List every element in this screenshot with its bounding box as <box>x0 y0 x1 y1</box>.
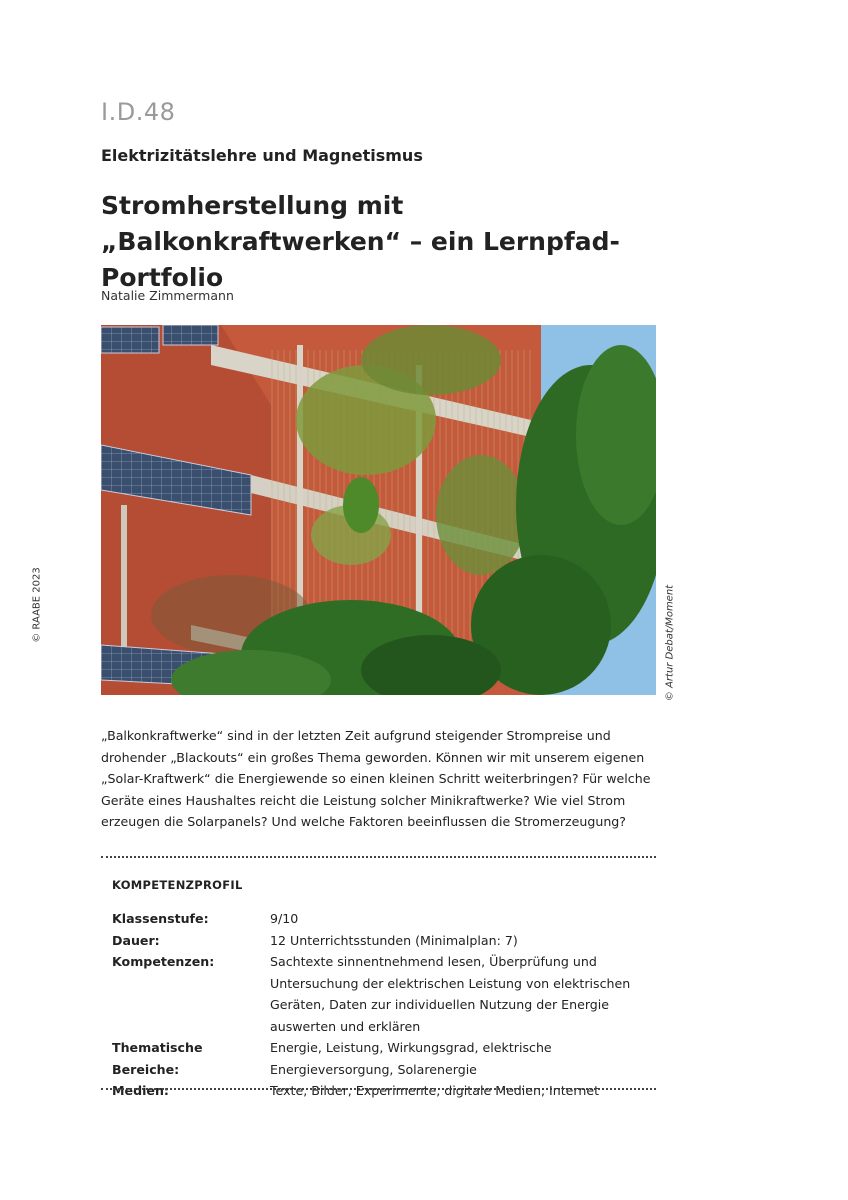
dotted-divider-top <box>101 856 656 858</box>
author-name: Natalie Zimmermann <box>101 288 234 303</box>
document-code: I.D.48 <box>101 98 176 126</box>
kp-row-dauer <box>112 930 652 952</box>
photo-credit: © Artur Debat/Moment <box>664 584 676 701</box>
kp-row-klassenstufe <box>112 908 652 930</box>
kp-label: Klassenstufe: <box>112 911 209 926</box>
subject-heading: Elektrizitätslehre und Magnetismus <box>101 146 423 165</box>
kp-value: Sachtexte sinnentnehmend lesen, Überprüfung und Untersuchung der elektrischen Leistung von elektrischen Geräten, Daten zur individuellen Nutzung der Energie auswerten und erklären <box>270 954 631 1034</box>
building-photo <box>101 325 656 695</box>
copyright-note: © RAABE 2023 <box>31 567 43 643</box>
kp-value: 9/10 <box>270 911 299 926</box>
kompetenzprofil-table <box>112 908 652 1102</box>
kp-value: Energie, Leistung, Wirkungsgrad, elektrische Energieversorgung, Solarenergie <box>270 1040 552 1077</box>
green-facade-solar-illustration <box>101 325 656 695</box>
kp-row-thematische-bereiche <box>112 1037 652 1080</box>
kp-value: Texte, Bilder, Experimente, digitale Medien, Internet <box>270 1083 600 1098</box>
kp-label: Thematische Bereiche: <box>112 1040 203 1077</box>
kp-label: Dauer: <box>112 932 160 948</box>
kp-label: Medien: <box>112 1083 169 1098</box>
kp-label: Kompetenzen: <box>112 954 215 969</box>
kompetenzprofil-heading: KOMPETENZPROFIL <box>112 878 243 892</box>
intro-paragraph: „Balkonkraftwerke“ sind in der letzten Zeit aufgrund steigender Strompreise und drohender „Blackouts“ ein großes Thema geworden. Können wir mit unserem eigenen „Solar-Kraftwerk“ die Energiewende so einen kleinen Schritt weiterbringen? Für welche Geräte eines Haushaltes reicht die Leistung solcher Minikraftwerke? Wie viel Strom erzeugen die Solarpanels? Und welche Faktoren beeinflussen die Stromerzeugung? <box>101 728 651 830</box>
page-title: Stromherstellung mit „Balkonkraftwerken“ – ein Lernpfad-Portfolio <box>101 191 620 292</box>
dotted-divider-bottom <box>101 1088 656 1090</box>
kp-row-kompetenzen <box>112 951 652 1037</box>
kp-value: 12 Unterrichtsstunden (Minimalplan: 7) <box>270 932 518 948</box>
kp-row-medien <box>112 1080 652 1102</box>
